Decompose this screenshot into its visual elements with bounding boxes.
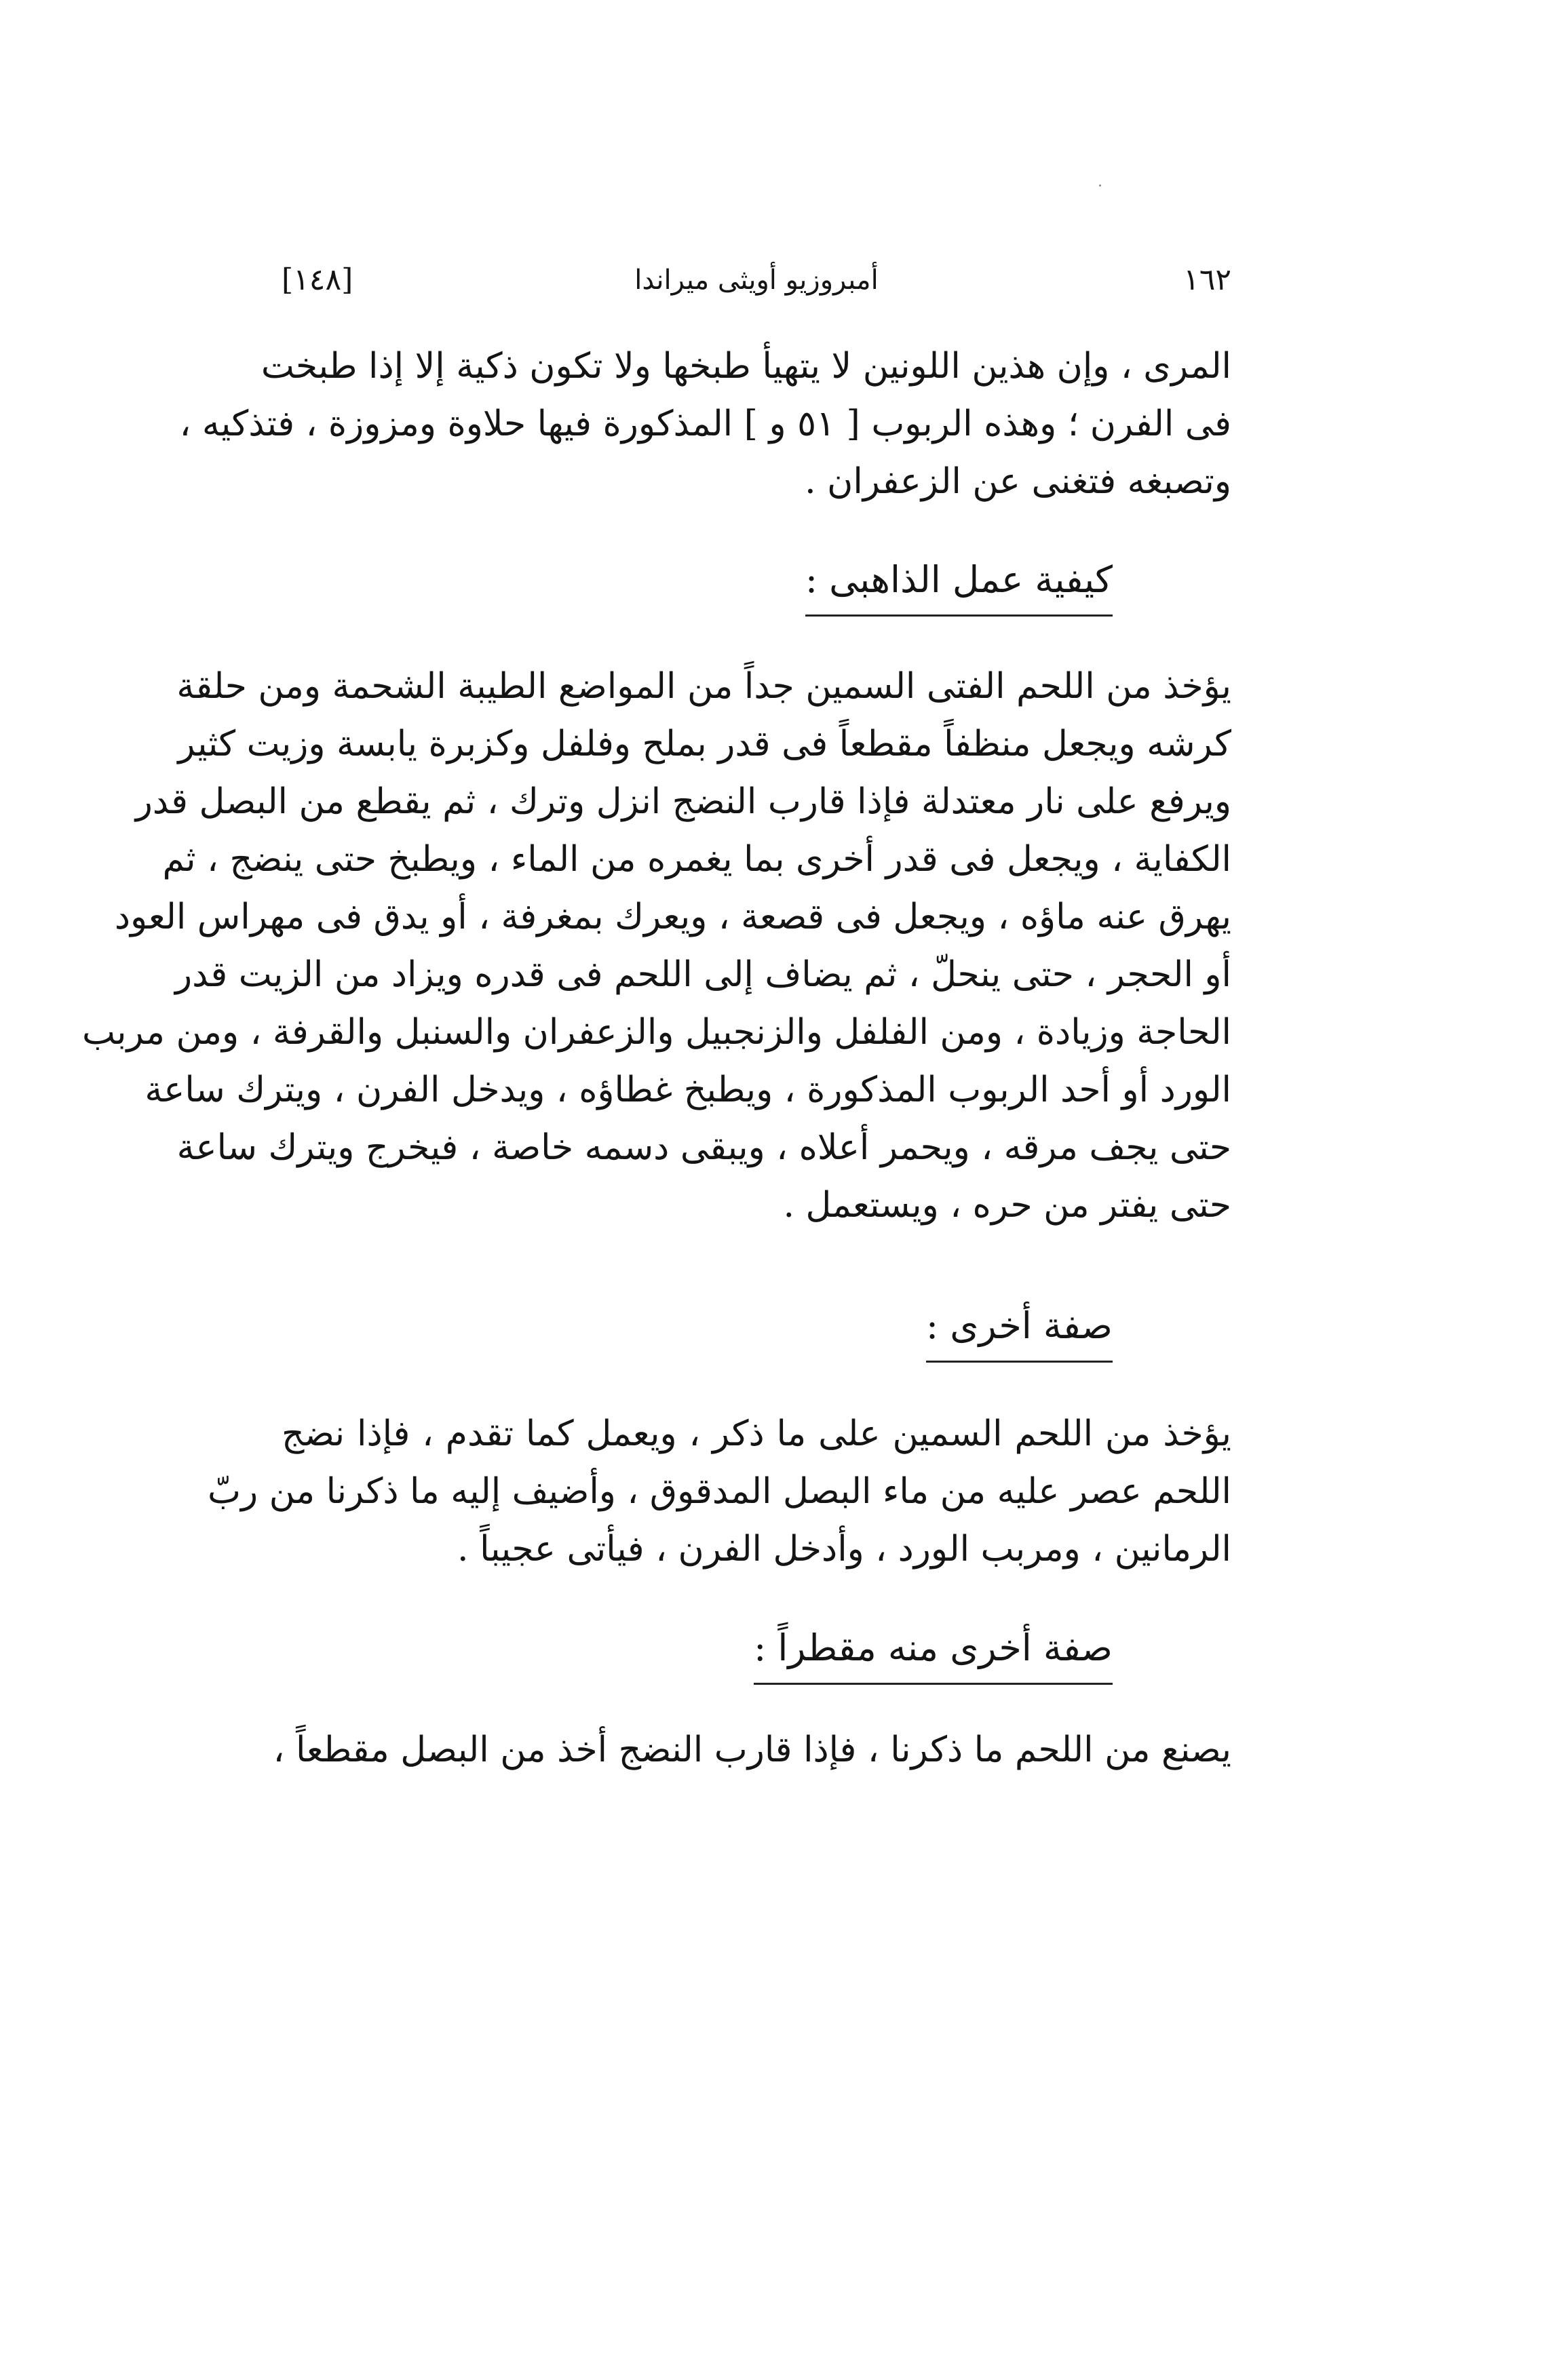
text-line: الورد أو أحد الربوب المذكورة ، ويطبخ غطاؤه ، ويدخل الفرن ، ويترك ساعة bbox=[145, 1070, 1231, 1110]
text-line: فى الفرن ؛ وهذه الربوب [ ٥١ و ] المذكورة فيها حلاوة ومزوزة ، فتذكيه ، bbox=[179, 404, 1231, 444]
paragraph-2 bbox=[81, 658, 1231, 1234]
section-heading-another-recipe-cut: صفة أخرى منه مقطراً : bbox=[754, 1618, 1113, 1685]
text-line: الحاجة وزيادة ، ومن الفلفل والزنجبيل والزعفران والسنبل والقرفة ، ومن مربب bbox=[81, 1012, 1231, 1053]
scan-speck bbox=[1099, 184, 1101, 187]
text-line: الرمانين ، ومربب الورد ، وأدخل الفرن ، فيأتى عجيباً . bbox=[457, 1529, 1231, 1569]
text-line: حتى يفتر من حره ، ويستعمل . bbox=[783, 1185, 1231, 1226]
paragraph-4 bbox=[273, 1721, 1231, 1779]
section-heading-another-recipe: صفة أخرى : bbox=[926, 1295, 1113, 1363]
text-line: المرى ، وإن هذين اللونين لا يتهيأ طبخها ولا تكون ذكية إلا إذا طبخت bbox=[261, 346, 1231, 387]
manuscript-folio: [١٤٨] bbox=[282, 262, 353, 297]
text-line: يؤخذ من اللحم الفتى السمين جداً من المواضع الطيبة الشحمة ومن حلقة bbox=[176, 666, 1231, 707]
paragraph-3 bbox=[208, 1405, 1231, 1578]
text-line: وتصبغه فتغنى عن الزعفران . bbox=[805, 461, 1231, 502]
running-title: أمبروزيو أويثى ميراندا bbox=[634, 265, 879, 296]
text-line: كرشه ويجعل منظفاً مقطعاً فى قدر بملح وفلفل وكزبرة يابسة وزيت كثير bbox=[178, 724, 1231, 764]
text-line: يصنع من اللحم ما ذكرنا ، فإذا قارب النضج أخذ من البصل مقطعاً ، bbox=[273, 1730, 1231, 1770]
text-line: حتى يجف مرقه ، ويحمر أعلاه ، ويبقى دسمه خاصة ، فيخرج ويترك ساعة bbox=[176, 1127, 1231, 1168]
page-number: ١٦٢ bbox=[1183, 262, 1231, 297]
running-head bbox=[282, 256, 1231, 304]
text-line: يهرق عنه ماؤه ، ويجعل فى قصعة ، ويعرك بمغرفة ، أو يدق فى مهراس العود bbox=[114, 897, 1231, 937]
text-line: أو الحجر ، حتى ينحلّ ، ثم يضاف إلى اللحم فى قدره ويزاد من الزيت قدر bbox=[175, 954, 1231, 995]
paragraph-1 bbox=[179, 338, 1231, 511]
text-line: اللحم عصر عليه من ماء البصل المدقوق ، وأضيف إليه ما ذكرنا من ربّ bbox=[208, 1471, 1231, 1512]
text-line: يؤخذ من اللحم السمين على ما ذكر ، ويعمل كما تقدم ، فإذا نضج bbox=[282, 1413, 1231, 1454]
text-line: ويرفع على نار معتدلة فإذا قارب النضج انزل وترك ، ثم يقطع من البصل قدر bbox=[135, 781, 1231, 822]
text-line: الكفاية ، ويجعل فى قدر أخرى بما يغمره من الماء ، ويطبخ حتى ينضج ، ثم bbox=[162, 839, 1231, 880]
section-heading-dhahabi: كيفية عمل الذاهبى : bbox=[805, 549, 1113, 617]
